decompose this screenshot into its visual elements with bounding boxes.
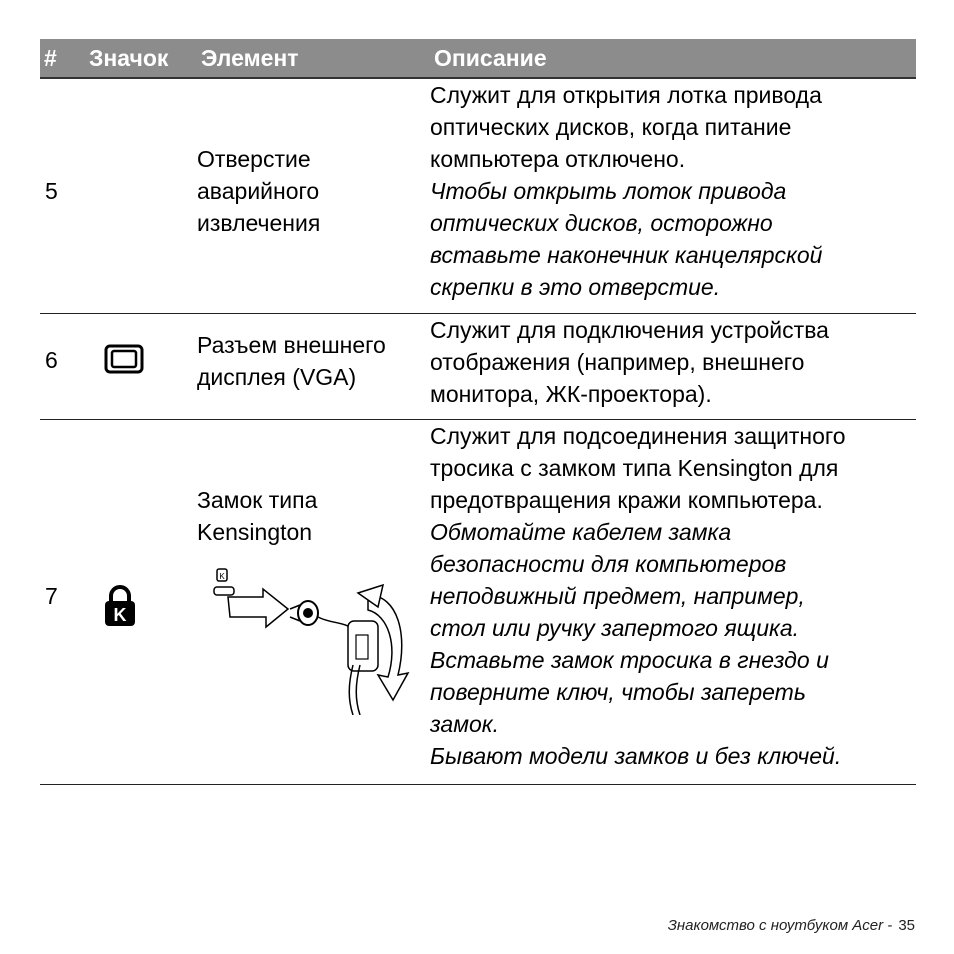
header-icon: Значок xyxy=(89,44,169,71)
description-line: Служит для открытия лотка привода xyxy=(430,82,822,108)
note-line: стол или ручку запертого ящика. xyxy=(430,615,800,641)
note-line: Вставьте замок тросика в гнездо и xyxy=(430,647,829,673)
note-line: оптических дисков, осторожно xyxy=(430,210,773,236)
element-name xyxy=(197,484,427,548)
table-row xyxy=(40,420,916,785)
vga-monitor-icon xyxy=(102,342,146,384)
page-footer xyxy=(668,917,915,934)
note-line: Бывают модели замков и без ключей. xyxy=(430,743,842,769)
description-line: Служит для подключения устройства xyxy=(430,317,829,343)
kensington-lock-icon xyxy=(102,584,138,636)
note-line: Чтобы открыть лоток привода xyxy=(430,178,787,204)
note-line: поверните ключ, чтобы запереть xyxy=(430,679,806,705)
element-description xyxy=(430,79,920,303)
note-line: Обмотайте кабелем замка xyxy=(430,519,732,545)
header-description: Описание xyxy=(434,44,547,71)
header-element: Элемент xyxy=(201,44,299,71)
svg-text:K: K xyxy=(113,605,127,625)
description-line: предотвращения кражи компьютера. xyxy=(430,487,823,513)
row-number: 5 xyxy=(45,178,58,204)
element-description xyxy=(430,314,920,410)
description-line: компьютера отключено. xyxy=(430,146,686,172)
note-line: безопасности для компьютеров xyxy=(430,551,787,577)
kensington-lock-illustration xyxy=(208,565,413,723)
note-line: скрепки в это отверстие. xyxy=(430,274,721,300)
table-header xyxy=(40,39,916,79)
description-line: отображения (например, внешнего xyxy=(430,349,805,375)
element-line: Kensington xyxy=(197,519,313,545)
description-line: тросика с замком типа Kensington для xyxy=(430,455,839,481)
element-line: аварийного xyxy=(197,178,320,204)
element-line: Замок типа xyxy=(197,487,318,513)
element-description xyxy=(430,420,920,772)
description-line: монитора, ЖК-проектора). xyxy=(430,381,712,407)
row-number: 6 xyxy=(45,347,58,373)
description-line: Служит для подсоединения защитного xyxy=(430,423,846,449)
page-number: 35 xyxy=(898,917,915,934)
element-line: дисплея (VGA) xyxy=(197,364,357,390)
element-name xyxy=(197,329,427,393)
row-number: 7 xyxy=(45,583,58,609)
note-line: неподвижный предмет, например, xyxy=(430,583,805,609)
description-line: оптических дисков, когда питание xyxy=(430,114,792,140)
table-row xyxy=(40,314,916,420)
header-num: # xyxy=(44,44,57,71)
components-table xyxy=(40,39,916,785)
element-line: Разъем внешнего xyxy=(197,332,386,358)
element-line: извлечения xyxy=(197,210,321,236)
svg-text:K: K xyxy=(219,572,225,581)
table-row xyxy=(40,79,916,314)
footer-text: Знакомство с ноутбуком Acer - xyxy=(667,917,893,934)
note-line: вставьте наконечник канцелярской xyxy=(430,242,823,268)
element-line: Отверстие xyxy=(197,146,311,172)
element-name xyxy=(197,143,427,239)
note-line: замок. xyxy=(430,711,500,737)
